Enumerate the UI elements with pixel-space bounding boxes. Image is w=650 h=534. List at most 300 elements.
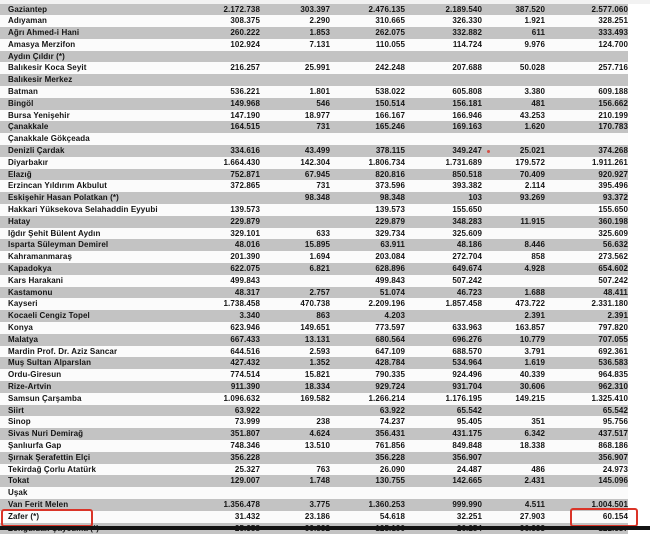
table-row [0, 51, 628, 63]
value-col-2 [260, 405, 330, 417]
table-row [0, 405, 628, 417]
value-col-1: 164.515 [192, 121, 260, 133]
value-col-4: 272.704 [405, 251, 482, 263]
value-col-3: 63.911 [330, 239, 405, 251]
value-col-3: 538.022 [330, 86, 405, 98]
table-row [0, 239, 628, 251]
airport-name: Denizli Çardak [0, 145, 192, 157]
value-col-2: 4.624 [260, 428, 330, 440]
value-col-5: 179.572 [482, 157, 545, 169]
airport-name: Amasya Merzifon [0, 39, 192, 51]
value-col-4 [405, 310, 482, 322]
value-col-2: 303.397 [260, 4, 330, 16]
airport-name: Samsun Çarşamba [0, 393, 192, 405]
value-col-1: 667.433 [192, 334, 260, 346]
table-row [0, 287, 628, 299]
value-col-2 [260, 452, 330, 464]
value-col-5 [482, 452, 545, 464]
value-col-4: 156.181 [405, 98, 482, 110]
value-col-1: 73.999 [192, 416, 260, 428]
value-col-6: 56.632 [545, 239, 628, 251]
value-col-1: 1.356.478 [192, 499, 260, 511]
airport-name: Muş Sultan Alparslan [0, 357, 192, 369]
value-col-6: 2.331.180 [545, 298, 628, 310]
airport-name: Şanlıurfa Gap [0, 440, 192, 452]
value-col-2 [260, 74, 330, 86]
value-col-1: 48.016 [192, 239, 260, 251]
value-col-4: 649.674 [405, 263, 482, 275]
value-col-2: 7.131 [260, 39, 330, 51]
value-col-3: 150.514 [330, 98, 405, 110]
value-col-4 [405, 487, 482, 499]
value-col-5: 6.342 [482, 428, 545, 440]
value-col-5: 8.446 [482, 239, 545, 251]
value-col-1: 329.101 [192, 228, 260, 240]
value-col-2: 863 [260, 310, 330, 322]
table-row [0, 322, 628, 334]
value-col-5: 858 [482, 251, 545, 263]
value-col-6: 395.496 [545, 180, 628, 192]
airport-name: Adıyaman [0, 15, 192, 27]
airport-name: Çanakkale [0, 121, 192, 133]
value-col-5: 18.338 [482, 440, 545, 452]
airport-name: Konya [0, 322, 192, 334]
value-col-3: 499.843 [330, 275, 405, 287]
value-col-1: 536.221 [192, 86, 260, 98]
value-col-2: 23.186 [260, 511, 330, 523]
value-col-5 [482, 133, 545, 145]
value-col-2: 15.821 [260, 369, 330, 381]
airport-name: Rize-Artvin [0, 381, 192, 393]
value-col-3: 262.075 [330, 27, 405, 39]
value-col-4: 633.963 [405, 322, 482, 334]
table-row [0, 228, 628, 240]
table-row [0, 145, 628, 157]
value-col-1: 622.075 [192, 263, 260, 275]
airport-name: Şırnak Şerafettin Elçi [0, 452, 192, 464]
table-row [0, 334, 628, 346]
value-col-3: 110.055 [330, 39, 405, 51]
value-col-5: 40.339 [482, 369, 545, 381]
table-row [0, 133, 628, 145]
value-col-6 [545, 74, 628, 86]
value-col-5 [482, 487, 545, 499]
value-col-4: 999.990 [405, 499, 482, 511]
value-col-1: 499.843 [192, 275, 260, 287]
value-col-4: 155.650 [405, 204, 482, 216]
value-col-1: 911.390 [192, 381, 260, 393]
value-col-3: 790.335 [330, 369, 405, 381]
value-col-4: 332.882 [405, 27, 482, 39]
value-col-4: 431.175 [405, 428, 482, 440]
value-col-5: 3.380 [482, 86, 545, 98]
value-col-4: 114.724 [405, 39, 482, 51]
value-col-2: 67.945 [260, 169, 330, 181]
value-col-4: 32.251 [405, 511, 482, 523]
value-col-1 [192, 192, 260, 204]
value-col-1: 129.007 [192, 475, 260, 487]
airport-name: Mardin Prof. Dr. Aziz Sancar [0, 346, 192, 358]
value-col-1: 260.222 [192, 27, 260, 39]
table-row [0, 27, 628, 39]
value-col-3: 378.115 [330, 145, 405, 157]
value-col-6: 325.609 [545, 228, 628, 240]
value-col-3: 54.618 [330, 511, 405, 523]
value-col-5 [482, 204, 545, 216]
table-row [0, 4, 628, 16]
value-col-1: 48.317 [192, 287, 260, 299]
value-col-5 [482, 405, 545, 417]
value-col-6: 60.154 [545, 511, 628, 523]
value-col-1: 427.432 [192, 357, 260, 369]
table-row [0, 452, 628, 464]
value-col-2: 13.131 [260, 334, 330, 346]
value-col-6: 507.242 [545, 275, 628, 287]
value-col-1 [192, 487, 260, 499]
value-col-1: 774.514 [192, 369, 260, 381]
value-col-5 [482, 228, 545, 240]
value-col-6: 920.927 [545, 169, 628, 181]
value-col-6: 328.251 [545, 15, 628, 27]
value-col-5 [482, 275, 545, 287]
value-col-2: 18.334 [260, 381, 330, 393]
value-col-3: 74.237 [330, 416, 405, 428]
value-col-6: 2.577.060 [545, 4, 628, 16]
value-col-2: 1.352 [260, 357, 330, 369]
airport-name: Kocaeli Cengiz Topel [0, 310, 192, 322]
value-col-1: 63.922 [192, 405, 260, 417]
table-row [0, 487, 628, 499]
bottom-edge-bar [0, 526, 650, 530]
value-col-5: 387.520 [482, 4, 545, 16]
value-col-1 [192, 133, 260, 145]
value-col-4: 1.176.195 [405, 393, 482, 405]
value-col-2: 238 [260, 416, 330, 428]
value-col-4: 24.487 [405, 464, 482, 476]
value-col-2: 18.977 [260, 110, 330, 122]
value-col-3 [330, 133, 405, 145]
value-col-4: 95.405 [405, 416, 482, 428]
airport-name: Kapadokya [0, 263, 192, 275]
table-row [0, 393, 628, 405]
value-col-2: 1.694 [260, 251, 330, 263]
value-col-5: 25.021 [482, 145, 545, 157]
value-col-4: 507.242 [405, 275, 482, 287]
value-col-2: 731 [260, 121, 330, 133]
value-col-3: 628.896 [330, 263, 405, 275]
value-col-5: 43.253 [482, 110, 545, 122]
value-col-2: 15.895 [260, 239, 330, 251]
value-col-3: 1.806.734 [330, 157, 405, 169]
value-col-5: 10.779 [482, 334, 545, 346]
value-col-3: 329.734 [330, 228, 405, 240]
value-col-5: 1.921 [482, 15, 545, 27]
table-row [0, 275, 628, 287]
value-col-2 [260, 275, 330, 287]
airport-name: Kastamonu [0, 287, 192, 299]
value-col-5: 3.791 [482, 346, 545, 358]
value-col-3: 428.784 [330, 357, 405, 369]
table-row [0, 475, 628, 487]
value-col-3: 139.573 [330, 204, 405, 216]
value-col-5: 351 [482, 416, 545, 428]
value-col-3: 647.109 [330, 346, 405, 358]
value-col-5: 9.976 [482, 39, 545, 51]
table-row [0, 310, 628, 322]
table-row [0, 204, 628, 216]
value-col-1: 752.871 [192, 169, 260, 181]
value-col-4: 1.731.689 [405, 157, 482, 169]
value-col-5: 486 [482, 464, 545, 476]
value-col-6: 170.783 [545, 121, 628, 133]
value-col-3: 356.431 [330, 428, 405, 440]
value-col-6: 692.361 [545, 346, 628, 358]
value-col-6: 2.391 [545, 310, 628, 322]
value-col-5: 611 [482, 27, 545, 39]
value-col-1: 216.257 [192, 62, 260, 74]
table-row [0, 346, 628, 358]
value-col-6: 65.542 [545, 405, 628, 417]
value-col-3: 761.856 [330, 440, 405, 452]
value-col-3: 130.755 [330, 475, 405, 487]
value-col-2: 25.991 [260, 62, 330, 74]
airport-name: Kayseri [0, 298, 192, 310]
value-col-4: 103 [405, 192, 482, 204]
table-row [0, 511, 628, 523]
value-col-4: 393.382 [405, 180, 482, 192]
value-col-3: 1.360.253 [330, 499, 405, 511]
value-col-1 [192, 51, 260, 63]
value-col-2: 98.348 [260, 192, 330, 204]
value-col-4: 46.723 [405, 287, 482, 299]
table-row [0, 110, 628, 122]
annotation-red-dot [487, 150, 490, 153]
value-col-2 [260, 487, 330, 499]
value-col-3: 203.084 [330, 251, 405, 263]
value-col-1: 102.924 [192, 39, 260, 51]
value-col-1: 334.616 [192, 145, 260, 157]
value-col-2: 169.582 [260, 393, 330, 405]
value-col-5: 481 [482, 98, 545, 110]
table-row [0, 369, 628, 381]
value-col-3: 165.246 [330, 121, 405, 133]
value-col-6: 257.716 [545, 62, 628, 74]
value-col-6: 155.650 [545, 204, 628, 216]
value-col-3 [330, 487, 405, 499]
value-col-2 [260, 216, 330, 228]
value-col-6: 1.325.410 [545, 393, 628, 405]
value-col-1: 748.346 [192, 440, 260, 452]
value-col-1: 147.190 [192, 110, 260, 122]
value-col-6 [545, 487, 628, 499]
table-row [0, 169, 628, 181]
value-col-6: 24.973 [545, 464, 628, 476]
airport-name: Diyarbakır [0, 157, 192, 169]
value-col-2: 2.757 [260, 287, 330, 299]
table-row [0, 381, 628, 393]
value-col-6: 360.198 [545, 216, 628, 228]
value-col-6: 48.411 [545, 287, 628, 299]
value-col-5: 50.028 [482, 62, 545, 74]
airport-name: Kars Harakani [0, 275, 192, 287]
value-col-2: 13.510 [260, 440, 330, 452]
value-col-1: 623.946 [192, 322, 260, 334]
value-col-3: 373.596 [330, 180, 405, 192]
table-row [0, 192, 628, 204]
value-col-4 [405, 74, 482, 86]
value-col-4: 924.496 [405, 369, 482, 381]
airport-name: Uşak [0, 487, 192, 499]
value-col-4: 688.570 [405, 346, 482, 358]
value-col-4: 931.704 [405, 381, 482, 393]
value-col-6: 95.756 [545, 416, 628, 428]
value-col-3: 1.266.214 [330, 393, 405, 405]
value-col-6: 609.188 [545, 86, 628, 98]
value-col-2 [260, 51, 330, 63]
value-col-5: 4.511 [482, 499, 545, 511]
value-col-2: 3.775 [260, 499, 330, 511]
value-col-2: 43.499 [260, 145, 330, 157]
table-row [0, 464, 628, 476]
airport-name: Elazığ [0, 169, 192, 181]
value-col-1: 149.968 [192, 98, 260, 110]
value-col-4: 325.609 [405, 228, 482, 240]
value-col-5 [482, 74, 545, 86]
value-col-6: 797.820 [545, 322, 628, 334]
value-col-6: 356.907 [545, 452, 628, 464]
value-col-6: 1.004.501 [545, 499, 628, 511]
value-col-4: 326.330 [405, 15, 482, 27]
value-col-5: 4.928 [482, 263, 545, 275]
table-row [0, 15, 628, 27]
value-col-6: 124.700 [545, 39, 628, 51]
value-col-1: 229.879 [192, 216, 260, 228]
value-col-1: 644.516 [192, 346, 260, 358]
value-col-2: 731 [260, 180, 330, 192]
table-row [0, 180, 628, 192]
value-col-1: 1.096.632 [192, 393, 260, 405]
table-row [0, 39, 628, 51]
table-row [0, 62, 628, 74]
airport-name: Balıkesir Merkez [0, 74, 192, 86]
value-col-1: 351.807 [192, 428, 260, 440]
value-col-6: 536.583 [545, 357, 628, 369]
top-edge-strip [0, 0, 650, 4]
table-row [0, 263, 628, 275]
airport-name: Batman [0, 86, 192, 98]
value-col-4: 348.283 [405, 216, 482, 228]
value-col-5 [482, 51, 545, 63]
airport-name: Ağrı Ahmed-i Hani [0, 27, 192, 39]
value-col-3: 2.209.196 [330, 298, 405, 310]
airport-name: Sivas Nuri Demirağ [0, 428, 192, 440]
value-col-2: 470.738 [260, 298, 330, 310]
value-col-6: 868.186 [545, 440, 628, 452]
value-col-5: 27.903 [482, 511, 545, 523]
value-col-2: 1.853 [260, 27, 330, 39]
value-col-6 [545, 133, 628, 145]
value-col-4: 166.946 [405, 110, 482, 122]
value-col-6: 962.310 [545, 381, 628, 393]
airport-name: Iğdır Şehit Bülent Aydın [0, 228, 192, 240]
table-row [0, 251, 628, 263]
value-col-4: 1.857.458 [405, 298, 482, 310]
airport-statistics-table [0, 4, 650, 534]
airport-name: Van Ferit Melen [0, 499, 192, 511]
value-col-6 [545, 51, 628, 63]
airport-name: Malatya [0, 334, 192, 346]
value-col-6: 437.517 [545, 428, 628, 440]
value-col-2: 1.748 [260, 475, 330, 487]
value-col-2: 149.651 [260, 322, 330, 334]
value-col-4: 605.808 [405, 86, 482, 98]
value-col-3: 98.348 [330, 192, 405, 204]
airport-name: Ordu-Giresun [0, 369, 192, 381]
value-col-3: 356.228 [330, 452, 405, 464]
airport-name: Eskişehir Hasan Polatkan (*) [0, 192, 192, 204]
value-col-2: 2.593 [260, 346, 330, 358]
airport-name: Aydın Çıldır (*) [0, 51, 192, 63]
value-col-3: 2.476.135 [330, 4, 405, 16]
value-col-5: 149.215 [482, 393, 545, 405]
value-col-3 [330, 74, 405, 86]
airport-name: Tokat [0, 475, 192, 487]
airport-name: Gaziantep [0, 4, 192, 16]
value-col-3: 929.724 [330, 381, 405, 393]
value-col-4: 65.542 [405, 405, 482, 417]
table-row [0, 499, 628, 511]
table-row [0, 428, 628, 440]
value-col-3 [330, 51, 405, 63]
value-col-5: 30.606 [482, 381, 545, 393]
value-col-5: 1.619 [482, 357, 545, 369]
value-col-2 [260, 204, 330, 216]
value-col-2: 763 [260, 464, 330, 476]
value-col-6: 93.372 [545, 192, 628, 204]
value-col-3: 773.597 [330, 322, 405, 334]
value-col-3: 310.665 [330, 15, 405, 27]
airport-name: Kahramanmaraş [0, 251, 192, 263]
value-col-2: 142.304 [260, 157, 330, 169]
airport-name: Isparta Süleyman Demirel [0, 239, 192, 251]
value-col-5: 2.431 [482, 475, 545, 487]
table-row [0, 98, 628, 110]
value-col-6: 654.602 [545, 263, 628, 275]
table-row [0, 157, 628, 169]
table-row [0, 86, 628, 98]
table-row [0, 357, 628, 369]
annotation-box-zafer-label [1, 509, 93, 527]
value-col-1: 31.432 [192, 511, 260, 523]
value-col-6: 156.662 [545, 98, 628, 110]
airport-name: Bursa Yenişehir [0, 110, 192, 122]
value-col-4 [405, 133, 482, 145]
airport-name: Erzincan Yıldırım Akbulut [0, 180, 192, 192]
value-col-6: 333.493 [545, 27, 628, 39]
value-col-2: 546 [260, 98, 330, 110]
value-col-3: 242.248 [330, 62, 405, 74]
value-col-3: 166.167 [330, 110, 405, 122]
airport-name: Balıkesir Koca Seyit [0, 62, 192, 74]
airport-name: Hatay [0, 216, 192, 228]
value-col-6: 964.835 [545, 369, 628, 381]
value-col-4: 2.189.540 [405, 4, 482, 16]
value-col-1: 2.172.738 [192, 4, 260, 16]
value-col-3: 51.074 [330, 287, 405, 299]
value-col-4: 849.848 [405, 440, 482, 452]
value-col-5: 473.722 [482, 298, 545, 310]
airport-name: Sinop [0, 416, 192, 428]
